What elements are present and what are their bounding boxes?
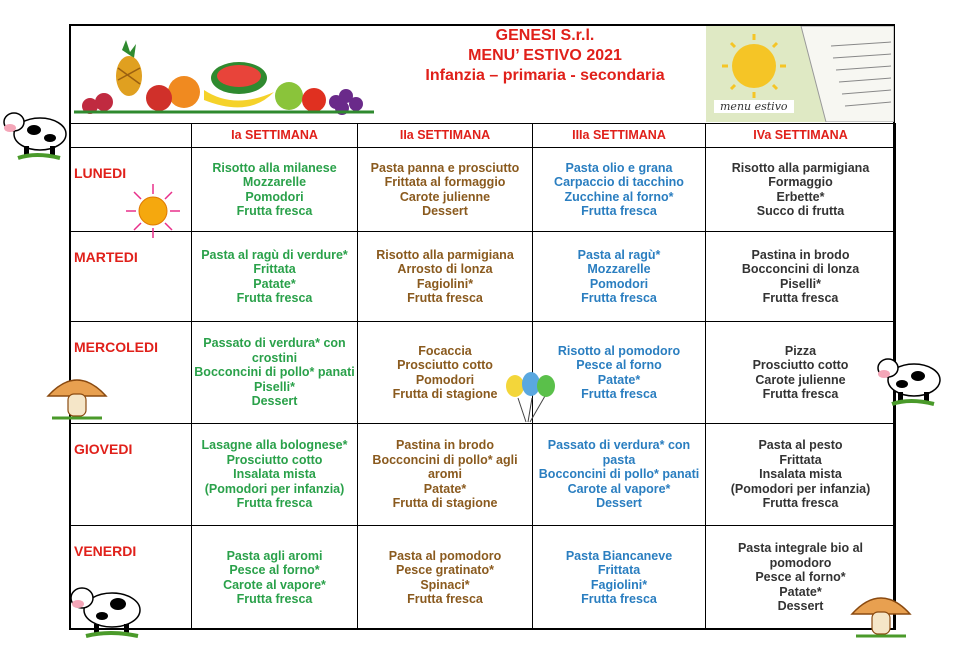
dish-item: Pesce al forno	[576, 358, 662, 372]
day-row-mercoledi	[70, 322, 896, 424]
dish-item: Succo di frutta	[756, 204, 845, 218]
dish-item: Patate*	[423, 481, 467, 496]
pear	[275, 82, 303, 110]
day-row-martedi	[70, 232, 896, 322]
balloons-icon	[500, 368, 560, 424]
dish-item: Frutta di stagione	[392, 496, 498, 511]
dish-item: Insalata mista	[759, 467, 842, 482]
dish-item: Pasta al pomodoro	[388, 548, 502, 563]
meal-cell	[192, 526, 358, 630]
menu-subtitle: Infanzia – primaria - secondaria	[425, 67, 665, 84]
meal-cell	[358, 526, 533, 630]
dish-item: Carote julienne	[755, 372, 846, 387]
dish-item: Frutta fresca	[236, 592, 313, 606]
mushroom-icon	[44, 368, 110, 422]
day-row-lunedi	[70, 148, 896, 232]
dish-item: Piselli*	[780, 276, 821, 291]
dish-item: Bocconcini di lonza	[741, 262, 860, 276]
day-label: MARTEDI	[70, 232, 192, 322]
dish-item: Focaccia	[418, 343, 472, 358]
dish-item: Frittata	[779, 452, 822, 467]
dish-item: Frutta fresca	[236, 291, 313, 305]
dish-item: Mozzarelle	[242, 175, 307, 189]
dish-item: Dessert	[251, 394, 298, 409]
dish-item: Dessert	[422, 204, 468, 218]
meal-cell	[533, 424, 706, 526]
dish-item: Frutta fresca	[236, 204, 313, 218]
pineapple	[116, 40, 142, 96]
dish-item: Frutta fresca	[762, 291, 839, 305]
dish-item: Pizza	[784, 343, 817, 358]
corner-cell	[70, 124, 192, 148]
dish-item: Frittata	[597, 563, 641, 577]
dish-item: Dessert	[777, 599, 824, 614]
dish-item: Pasta al ragù di verdure*	[201, 247, 348, 262]
apple	[146, 85, 172, 111]
cow-icon	[66, 574, 152, 640]
dish-item: Spinaci*	[420, 577, 470, 592]
meal-cell	[192, 322, 358, 424]
dish-item: Patate*	[597, 372, 641, 387]
menu-title: MENU’ ESTIVO 2021	[468, 47, 622, 64]
dish-item: Patate*	[253, 276, 296, 291]
dish-item: Carote al vapore*	[223, 577, 326, 592]
meal-cell	[706, 148, 896, 232]
dish-item: Frutta fresca	[407, 291, 483, 305]
dish-item: Frutta fresca	[762, 387, 839, 401]
dish-item: Fagiolini*	[416, 276, 474, 291]
week-header: IIa SETTIMANA	[358, 124, 533, 148]
day-label: LUNEDI	[70, 148, 192, 232]
day-label: GIOVEDI	[70, 424, 192, 526]
sun-icon	[124, 182, 182, 240]
dish-item: Frutta fresca	[581, 592, 657, 606]
dish-item: Risotto alla parmigiana	[376, 247, 514, 262]
cow-icon	[0, 100, 72, 162]
dish-item: Frittata al formaggio	[384, 175, 506, 189]
dish-item: Pasta al ragù*	[577, 247, 661, 262]
dish-item: Pasta olio e grana	[565, 160, 673, 175]
dish-item: Piselli*	[254, 379, 295, 394]
dish-item: Mozzarelle	[587, 262, 651, 276]
week-header: IIIa SETTIMANA	[533, 124, 706, 148]
meal-cell	[706, 322, 896, 424]
dish-item: (Pomodori per infanzia)	[204, 481, 345, 496]
dish-item: Frutta fresca	[236, 496, 313, 511]
dish-item: Fagiolini*	[590, 577, 648, 592]
meal-cell	[706, 424, 896, 526]
dish-item: Zucchine al forno*	[564, 189, 674, 204]
dish-item: Lasagne alla bolognese*	[201, 438, 348, 453]
dish-item: Frutta fresca	[762, 496, 839, 511]
dish-item: Prosciutto cotto	[226, 452, 323, 467]
menu-header	[380, 26, 710, 86]
meal-cell	[706, 232, 896, 322]
dish-item: Dessert	[596, 496, 642, 511]
dish-item: Risotto alla milanese	[212, 160, 337, 175]
dish-item: Insalata mista	[233, 467, 316, 482]
dish-item: Pesce al forno*	[229, 563, 320, 577]
dish-item: Pastina in brodo	[396, 438, 494, 453]
dish-item: Frutta fresca	[407, 592, 483, 606]
day-label: MERCOLEDI	[70, 322, 192, 424]
dish-item: Passato di verdura* con crostini	[203, 336, 346, 365]
dish-item: Carote al vapore*	[567, 481, 671, 496]
dish-item: Pasta integrale bio al pomodoro	[737, 541, 864, 570]
week-header-row	[70, 124, 896, 148]
menu-table	[69, 123, 896, 630]
dish-item: Carpaccio di tacchino	[554, 175, 684, 189]
dish-item: Frutta di stagione	[392, 387, 498, 401]
meal-cell	[192, 424, 358, 526]
dish-item: Pasta al pesto	[758, 438, 843, 453]
dish-item: Erbette*	[776, 189, 825, 204]
fruit-pile-image	[74, 40, 374, 116]
meal-cell	[192, 148, 358, 232]
week-header: Ia SETTIMANA	[192, 124, 358, 148]
dish-item: Risotto al pomodoro	[557, 343, 681, 358]
dish-item: Arrosto di lonza	[397, 262, 493, 276]
dish-item: Prosciutto cotto	[397, 358, 493, 372]
dish-item: Risotto alla parmigiana	[731, 160, 870, 175]
dish-item: Frittata	[253, 262, 296, 276]
dish-item: Carote julienne	[399, 189, 491, 204]
meal-cell	[358, 424, 533, 526]
dish-item: Pesce al forno*	[755, 570, 846, 585]
dish-item: Pasta panna e prosciutto	[370, 160, 520, 175]
day-label: VENERDI	[70, 526, 192, 630]
dish-item: Prosciutto cotto	[752, 358, 849, 372]
day-row-venerdi	[70, 526, 896, 630]
dish-item: Pasta agli aromi	[226, 548, 323, 563]
meal-cell	[533, 526, 706, 630]
meal-cell	[533, 232, 706, 322]
dish-item: Pastina in brodo	[751, 247, 850, 262]
dish-item: Formaggio	[768, 175, 833, 189]
dish-item: Frutta fresca	[581, 291, 657, 305]
orange	[168, 76, 200, 108]
dish-item: Pesce gratinato*	[396, 563, 494, 577]
cow-icon	[874, 346, 950, 408]
mushroom-icon	[848, 586, 914, 640]
meal-cell	[192, 232, 358, 322]
menu-thumbnail-image	[706, 26, 894, 122]
dish-item: Frutta fresca	[581, 204, 657, 218]
dish-item: Bocconcini di pollo* panati	[194, 365, 355, 380]
company-name: GENESI S.r.l.	[495, 27, 595, 44]
dish-item: Passato di verdura* con pasta	[547, 438, 691, 467]
dish-item: Pomodori	[245, 189, 304, 204]
dish-item: Pomodori	[589, 276, 649, 291]
dish-item: Frutta fresca	[581, 387, 657, 401]
meal-cell	[533, 148, 706, 232]
dish-item: Pasta Biancaneve	[565, 548, 673, 563]
dish-item: Bocconcini di pollo* agli aromi	[372, 452, 518, 482]
meal-cell	[358, 232, 533, 322]
dish-item: Pomodori	[415, 372, 475, 387]
meal-cell	[358, 148, 533, 232]
dish-item: Patate*	[779, 584, 822, 599]
dish-item: (Pomodori per infanzia)	[730, 481, 871, 496]
dish-item: Bocconcini di pollo* panati	[538, 467, 700, 482]
thumbnail-caption: menu estivo	[714, 100, 794, 113]
week-header: IVa SETTIMANA	[706, 124, 896, 148]
day-row-giovedi	[70, 424, 896, 526]
